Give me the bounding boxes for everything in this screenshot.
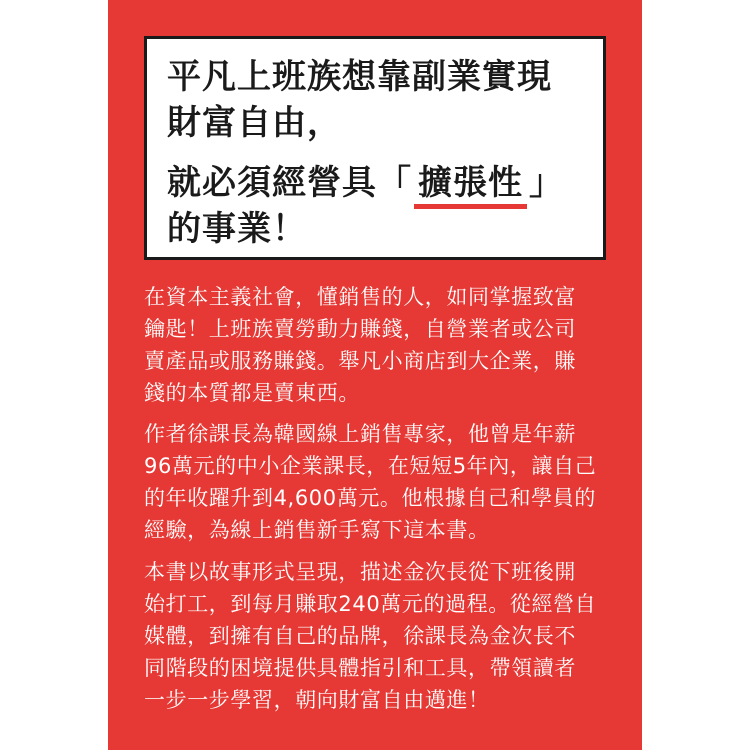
paragraph-line: 96萬元的中小企業課長，在短短5年內，讓自己 [144, 454, 597, 478]
paragraph-book [144, 556, 614, 716]
headline-line-4: 的事業！ [167, 209, 307, 249]
emphasis-underline [414, 204, 527, 209]
paragraph-line: 經驗，為線上銷售新手寫下這本書。 [144, 518, 490, 542]
paragraph-line: 賣產品或服務賺錢。舉凡小商店到大企業，賺 [144, 349, 576, 373]
paragraph-intro [144, 281, 614, 409]
paragraph-line: 在資本主義社會，懂銷售的人，如同掌握致富 [144, 285, 576, 309]
headline-line-1: 平凡上班族想靠副業實現 [167, 57, 552, 97]
headline-line-3 [167, 163, 564, 203]
headline-line-3-after: 」 [529, 163, 564, 203]
paragraph-line: 鑰匙！上班族賣勞動力賺錢，自營業者或公司 [144, 317, 576, 341]
paragraph-line: 的年收躍升到4,600萬元。他根據自己和學員的 [144, 486, 596, 510]
headline-box [144, 36, 606, 260]
paragraph-line: 同階段的困境提供具體指引和工具，帶領讀者 [144, 656, 576, 680]
paragraph-line: 媒體，到擁有自己的品牌，徐課長為金次長不 [144, 624, 576, 648]
headline-line-3-before: 就必須經營具「 [167, 163, 412, 203]
paragraph-line: 一步一步學習，朝向財富自由邁進！ [144, 688, 490, 712]
paragraph-line: 始打工，到每月賺取240萬元的過程。從經營自 [144, 592, 597, 616]
paragraph-line: 本書以故事形式呈現，描述金次長從下班後開 [144, 560, 576, 584]
cover-panel [108, 0, 642, 750]
headline-emphasis-text: 擴張性 [418, 163, 523, 203]
headline-line-2: 財富自由， [167, 103, 342, 143]
paragraph-line: 作者徐課長為韓國線上銷售專家，他曾是年薪 [144, 422, 576, 446]
headline-emphasis [418, 163, 523, 203]
paragraph-line: 錢的本質都是賣東西。 [144, 381, 360, 405]
paragraph-author [144, 418, 614, 546]
